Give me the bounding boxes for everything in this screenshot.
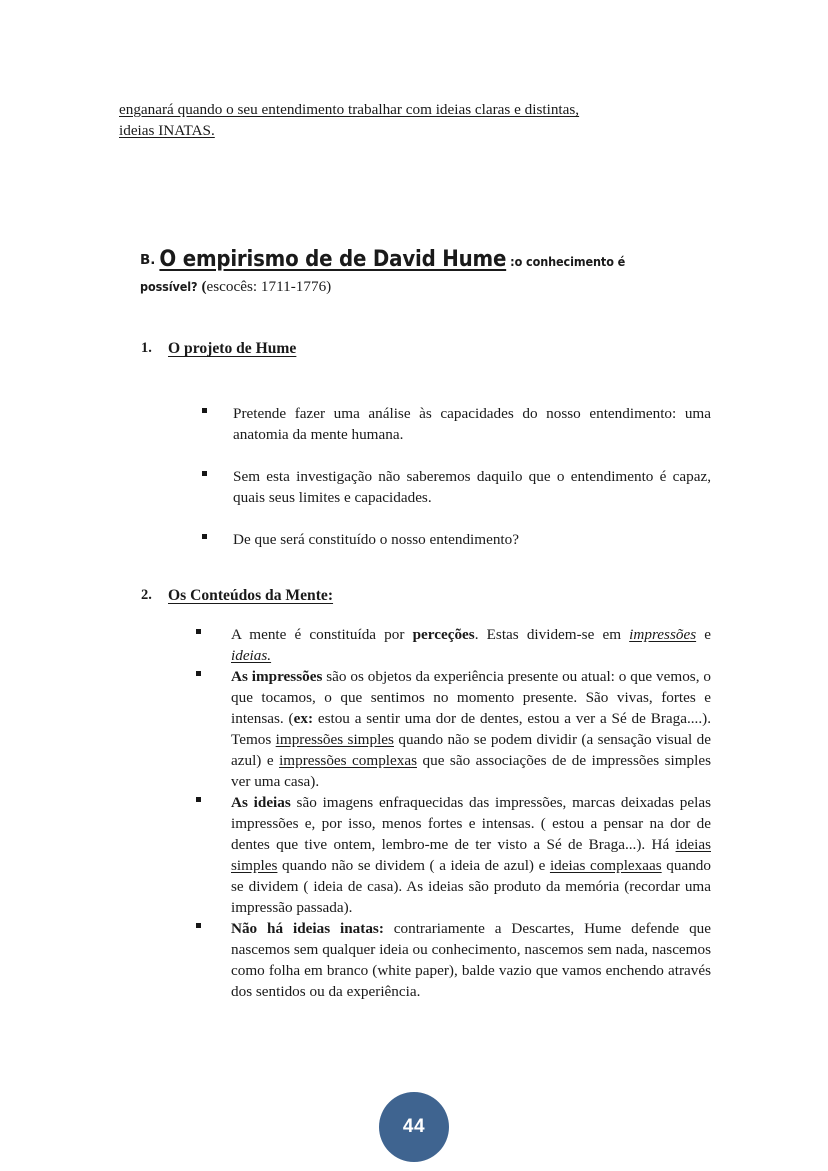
numbered-item-1-label: O projeto de Hume [168, 340, 297, 357]
section-b-heading-line-2 [140, 278, 715, 296]
section-b-letter: B. [140, 252, 156, 268]
text-run: As impressões [231, 668, 323, 685]
text-run: impressões [629, 626, 697, 643]
bullet-text [233, 403, 711, 445]
top-paragraph [119, 99, 711, 141]
text-run: Pretende fazer uma análise às capacidades do nosso entendimento: uma anatomia da mente humana. [233, 405, 711, 443]
bullet-square-icon [202, 534, 207, 539]
section-b-paren-open: ( [201, 278, 207, 295]
text-run: são os objetos da experiência presente ou atual: o que vemos, o que tocamos, o que sentimos no momento presente. São vivas, fortes e intensas. ( [231, 668, 711, 727]
section-b-subtitle-cont: possível? [140, 279, 198, 294]
section-b-heading [140, 247, 715, 296]
bullet-text [231, 792, 711, 918]
section-b-subtitle: :o conhecimento é [510, 254, 626, 269]
bullet-text [231, 624, 711, 666]
bullet-list-1 [119, 403, 711, 550]
section-b-parenthetical [201, 278, 331, 295]
bullet-text [233, 529, 711, 550]
bullet-square-icon [202, 408, 207, 413]
text-run: Não há ideias inatas: [231, 920, 384, 937]
numbered-item-1-marker: 1. [141, 340, 152, 356]
bullet-item [119, 529, 711, 550]
bullet-square-icon [196, 629, 201, 634]
section-b-paren-rest: escocês: 1711-1776) [206, 278, 332, 295]
bullet-square-icon [196, 923, 201, 928]
text-run: ideias simples [231, 836, 711, 874]
bullet-square-icon [196, 671, 201, 676]
numbered-item-2-marker: 2. [141, 587, 152, 603]
bullet-square-icon [196, 797, 201, 802]
text-run: impressões complexas [279, 752, 418, 769]
text-run: estou a sentir uma dor de dentes, estou a ver a Sé de Braga....). Temos [231, 710, 712, 748]
bullet-text [231, 666, 711, 792]
text-run: quando não se dividem ( a ideia de azul) e [277, 857, 550, 874]
text-run: são imagens enfraquecidas das impressões, marcas deixadas pelas impressões e, por isso, menos fortes e intensas. ( estou a pensar na dor de dentes que tive ontem, lembro-me de ter visto a Sé de Braga...). Há [231, 794, 711, 853]
text-run: que são associações de de impressões simples ver uma casa). [231, 752, 712, 790]
bullet-item [119, 403, 711, 445]
text-run: ideias. [231, 647, 272, 664]
bullet-item [119, 918, 711, 1002]
top-paragraph-line-1: enganará quando o seu entendimento trabalhar com ideias claras e distintas, [119, 101, 580, 118]
text-run: quando se dividem ( ideia de casa). As ideias são produto da memória (recordar uma impressão passada). [231, 857, 711, 916]
page-number-label: 44 [402, 1116, 426, 1137]
bullet-item [119, 466, 711, 508]
top-paragraph-line-2: ideias INATAS. [119, 122, 215, 139]
bullet-item [119, 666, 711, 792]
text-run: A mente é constituída por [231, 626, 413, 643]
bullet-item [119, 792, 711, 918]
bullet-square-icon [202, 471, 207, 476]
bullet-text [233, 466, 711, 508]
text-run: impressões simples [275, 731, 394, 748]
text-run: Sem esta investigação não saberemos daquilo que o entendimento é capaz, quais seus limites e capacidades. [233, 468, 711, 506]
text-run: e [696, 626, 711, 643]
text-run: As ideias [231, 794, 291, 811]
numbered-item-2-label: Os Conteúdos da Mente: [168, 587, 334, 604]
text-run: contrariamente a Descartes, Hume defende que nascemos sem qualquer ideia ou conhecimento, nascemos sem nada, nascemos como folha em branco (white paper), balde vazio que vamos enchendo através dos sentidos ou da experiência. [231, 920, 711, 1000]
text-run: . Estas dividem-se em [474, 626, 630, 643]
bullet-text [231, 918, 711, 1002]
text-run: perceções [412, 626, 475, 643]
bullet-list-2 [119, 624, 711, 1002]
page-number-badge [379, 1092, 449, 1162]
text-run: De que será constituído o nosso entendimento? [233, 531, 519, 548]
section-b-title: O empirismo de de David Hume [159, 247, 507, 272]
bullet-item [119, 624, 711, 666]
text-run: quando não se podem dividir (a sensação visual de azul) e [231, 731, 711, 769]
text-run: ex: [293, 710, 314, 727]
section-b-heading-line-1 [140, 247, 715, 272]
text-run: ideias complexaas [549, 857, 662, 874]
